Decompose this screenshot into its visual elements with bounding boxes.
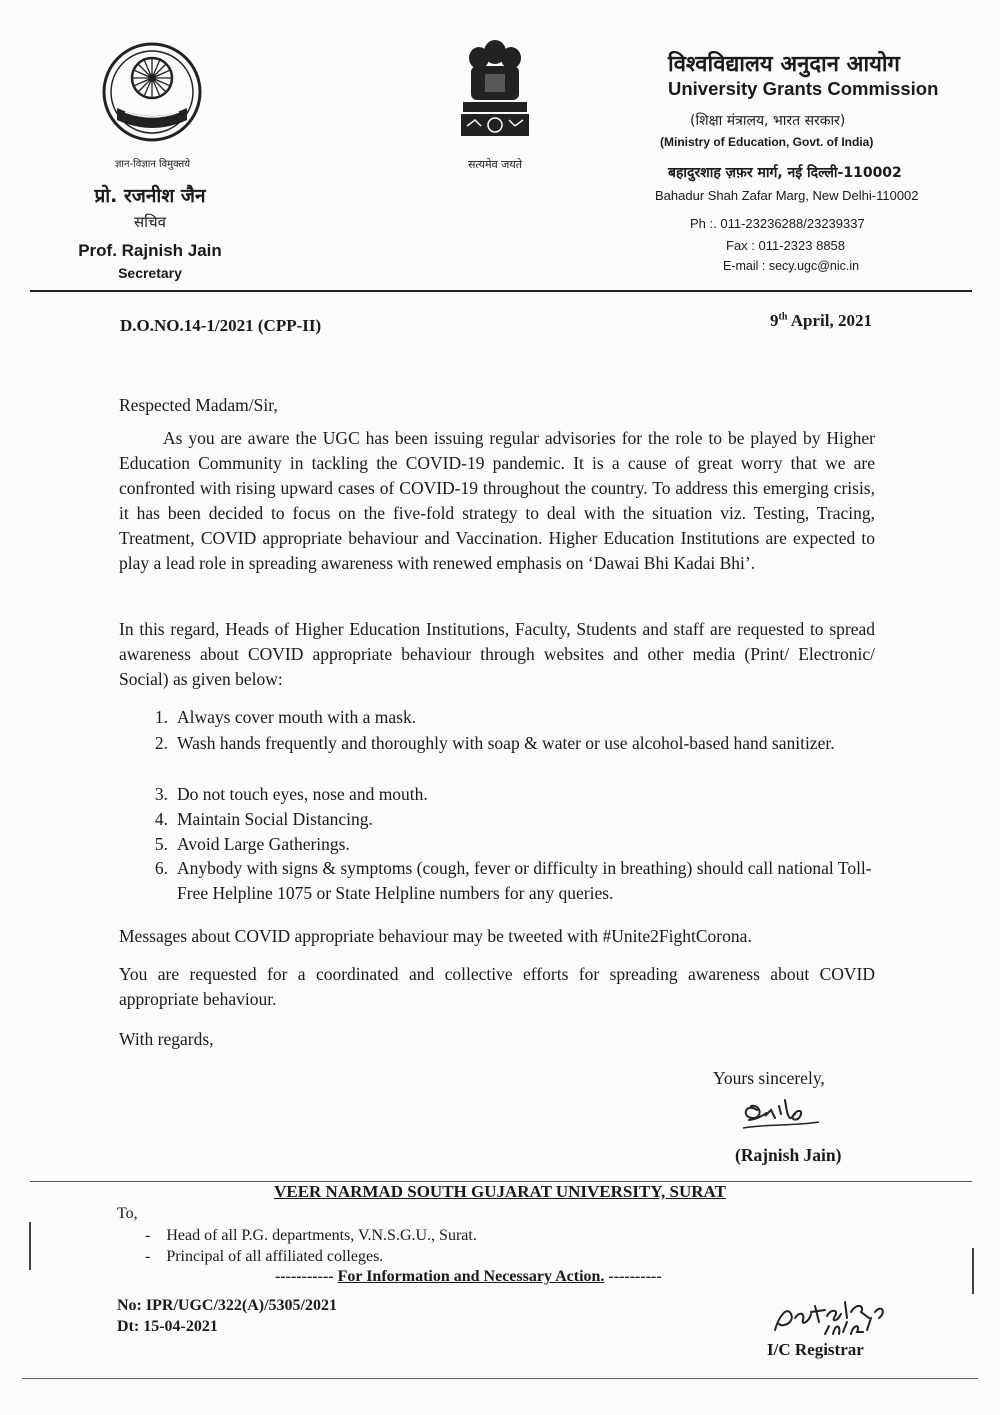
margin-mark-right: [972, 1248, 974, 1294]
list-item-text: Anybody with signs & symptoms (cough, fever or difficulty in breathing) should call national Toll-Free Helpline 1075 or State Helpline numbers for any queries.: [177, 858, 872, 903]
action-line: [275, 1268, 662, 1286]
ugc-logo-icon: [95, 40, 210, 155]
logo-motto: ज्ञान-विज्ञान विमुक्तये: [114, 159, 191, 170]
header-divider: [30, 290, 972, 292]
list-item-text: Wash hands frequently and thoroughly with soap & water or use alcohol-based hand sanitizer.: [177, 733, 835, 753]
action-dashes-after: ----------: [604, 1268, 662, 1285]
secretary-title: Secretary: [118, 265, 182, 281]
recipient-item: [145, 1248, 383, 1266]
reference-number: D.O.NO.14-1/2021 (CPP-II): [120, 316, 322, 335]
action-text: For Information and Necessary Action.: [337, 1268, 605, 1285]
list-item-number: 2.: [154, 733, 168, 753]
org-name: University Grants Commission: [668, 78, 939, 99]
address: Bahadur Shah Zafar Marg, New Delhi-110002: [655, 188, 919, 203]
recipient-text: Principal of all affiliated colleges.: [166, 1248, 384, 1265]
signature-icon: [735, 1088, 835, 1138]
salutation: Respected Madam/Sir,: [119, 395, 278, 415]
recipient-dash: -: [145, 1227, 167, 1244]
list-item-number: 4.: [154, 809, 168, 829]
registrar-title: I/C Registrar: [767, 1340, 864, 1359]
recipient-dash: -: [145, 1248, 167, 1265]
letter-date: [720, 311, 872, 331]
margin-mark-left: [29, 1222, 31, 1270]
signoff: Yours sincerely,: [713, 1068, 825, 1088]
list-item-number: 6.: [154, 858, 168, 878]
closing: With regards,: [119, 1029, 214, 1049]
secretary-name-hindi: प्रो. रजनीश जैन: [94, 185, 206, 207]
ministry-hindi: (शिक्षा मंत्रालय, भारत सरकार): [690, 113, 846, 129]
ministry: (Ministry of Education, Govt. of India): [660, 135, 874, 149]
outward-number: No: IPR/UGC/322(A)/5305/2021: [117, 1297, 337, 1314]
recipient-text: Head of all P.G. departments, V.N.S.G.U., Surat.: [166, 1227, 477, 1244]
paragraph-1: As you are aware the UGC has been issuing regular advisories for the role to be played by Higher Education Community in tackling the COVID-19 pandemic. It is a cause of great worry that we are confronted with rising upward cases of COVID-19 throughout the country. To address this emerging crisis, it has been decided to focus on the five-fold strategy to deal with the situation viz. Testing, Tracing, Treatment, COVID appropriate behaviour and Vaccination. Higher Education Institutions are expected to play a lead role in spreading awareness with renewed emphasis on ‘Dawai Bhi Kadai Bhi’.: [119, 428, 875, 573]
list-item-text: Always cover mouth with a mask.: [177, 707, 417, 727]
list-item-text: Avoid Large Gatherings.: [177, 834, 350, 854]
action-dashes: -----------: [275, 1268, 334, 1285]
signer-name: (Rajnish Jain): [735, 1145, 842, 1165]
footer-divider: [22, 1378, 978, 1379]
date-suffix: th: [778, 311, 788, 323]
list-item-number: 5.: [154, 834, 168, 854]
date-day: 9: [770, 311, 779, 330]
to-label: To,: [117, 1205, 138, 1222]
list-item-number: 1.: [154, 707, 168, 727]
email: E-mail : secy.ugc@nic.in: [723, 259, 860, 273]
phone: Ph :. 011-23236288/23239337: [690, 216, 865, 231]
registrar-signature-icon: [765, 1272, 895, 1344]
fax: Fax : 011-2323 8858: [726, 238, 846, 253]
list-item-number: 3.: [154, 784, 168, 804]
recipient-item: [145, 1227, 477, 1245]
outward-date: Dt: 15-04-2021: [117, 1318, 218, 1335]
org-name-hindi: विश्वविद्यालय अनुदान आयोग: [668, 52, 900, 77]
emblem-motto: सत्यमेव जयते: [467, 158, 522, 171]
secretary-title-hindi: सचिव: [134, 213, 166, 231]
paragraph-3: Messages about COVID appropriate behaviour may be tweeted with #Unite2FightCorona.: [119, 926, 752, 946]
national-emblem-icon: [455, 30, 535, 155]
secretary-name: Prof. Rajnish Jain: [78, 241, 222, 260]
university-heading: VEER NARMAD SOUTH GUJARAT UNIVERSITY, SURAT: [274, 1182, 726, 1201]
paragraph-2: In this regard, Heads of Higher Education Institutions, Faculty, Students and staff are requested to spread awareness about COVID appropriate behaviour through websites and other media (Print/ Electronic/ Social) as given below:: [119, 619, 875, 689]
date-rest: April, 2021: [787, 311, 872, 330]
paragraph-4: You are requested for a coordinated and collective efforts for spreading awareness about COVID appropriate behaviour.: [119, 964, 875, 1009]
address-hindi: बहादुरशाह ज़फ़र मार्ग, नई दिल्ली-110002: [668, 165, 902, 181]
list-item-text: Do not touch eyes, nose and mouth.: [177, 784, 428, 804]
list-item-text: Maintain Social Distancing.: [177, 809, 373, 829]
